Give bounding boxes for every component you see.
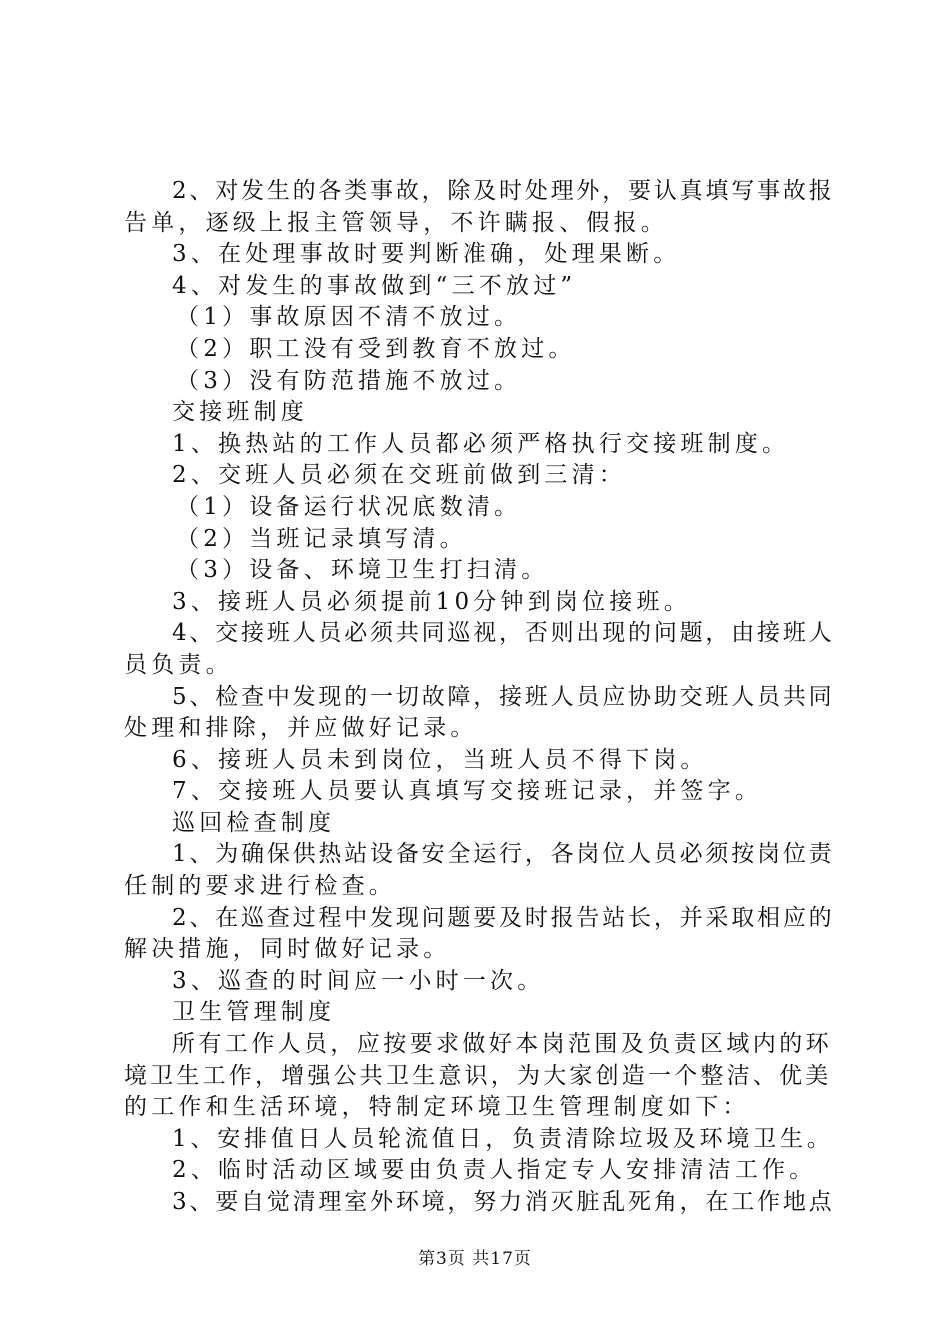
text-line: 巡回检查制度 (172, 809, 336, 836)
text-line: （3）没有防范措施不放过。 (176, 367, 522, 394)
text-line: 1、为确保供热站设备安全运行，各岗位人员必须按岗位责 (172, 841, 835, 868)
text-line: 卫生管理制度 (172, 999, 336, 1026)
text-line: 3、接班人员必须提前10分钟到岗位接班。 (172, 588, 691, 615)
text-line: （2）职工没有受到教育不放过。 (176, 335, 576, 362)
text-line: （2）当班记录填写清。 (176, 525, 467, 552)
text-line: 2、临时活动区域要由负责人指定专人安排清洁工作。 (172, 1157, 817, 1184)
text-line: 交接班制度 (172, 399, 308, 426)
text-line: 3、巡查的时间应一小时一次。 (172, 967, 545, 994)
text-line: 1、换热站的工作人员都必须严格执行交接班制度。 (172, 430, 790, 457)
document-body (124, 176, 834, 1219)
text-line: 的工作和生活环境，特制定环境卫生管理制度如下： (124, 1094, 750, 1121)
text-line: 处理和排除，并应做好记录。 (124, 715, 478, 742)
text-line: 2、对发生的各类事故，除及时处理外，要认真填写事故报 (172, 178, 835, 204)
text-line: 4、对发生的事故做到“三不放过” (172, 272, 577, 299)
text-line: 境卫生工作，增强公共卫生意识，为大家创造一个整洁、优美 (124, 1062, 832, 1089)
text-line: 7、交接班人员要认真填写交接班记录，并签字。 (172, 778, 763, 805)
text-line: 4、交接班人员必须共同巡视，否则出现的问题，由接班人 (172, 620, 835, 647)
page-footer: 第3页 共17页 (418, 1249, 532, 1269)
text-line: （1）事故原因不清不放过。 (176, 304, 522, 331)
text-line: 告单，逐级上报主管领导，不许瞒报、假报。 (124, 209, 668, 236)
text-line: 3、在处理事故时要判断准确，处理果断。 (172, 241, 681, 268)
text-line: 5、检查中发现的一切故障，接班人员应协助交班人员共同 (172, 683, 835, 710)
text-line: 6、接班人员未到岗位，当班人员不得下岗。 (172, 746, 708, 773)
text-line: （1）设备运行状况底数清。 (176, 493, 522, 520)
text-line: 2、在巡查过程中发现问题要及时报告站长，并采取相应的 (172, 904, 835, 931)
text-line: （3）设备、环境卫生打扫清。 (176, 557, 549, 584)
text-line: 解决措施，同时做好记录。 (124, 936, 451, 963)
text-line: 1、安排值日人员轮流值日，负责清除垃圾及环境卫生。 (172, 1125, 834, 1152)
text-line: 任制的要求进行检查。 (124, 873, 396, 900)
text-line: 3、要自觉清理室外环境，努力消灭脏乱死角，在工作地点 (172, 1189, 835, 1215)
text-line: 所有工作人员，应按要求做好本岗范围及负责区域内的环 (172, 1031, 832, 1058)
text-line: 员负责。 (124, 651, 233, 678)
text-line: 2、交班人员必须在交班前做到三清： (172, 462, 627, 489)
